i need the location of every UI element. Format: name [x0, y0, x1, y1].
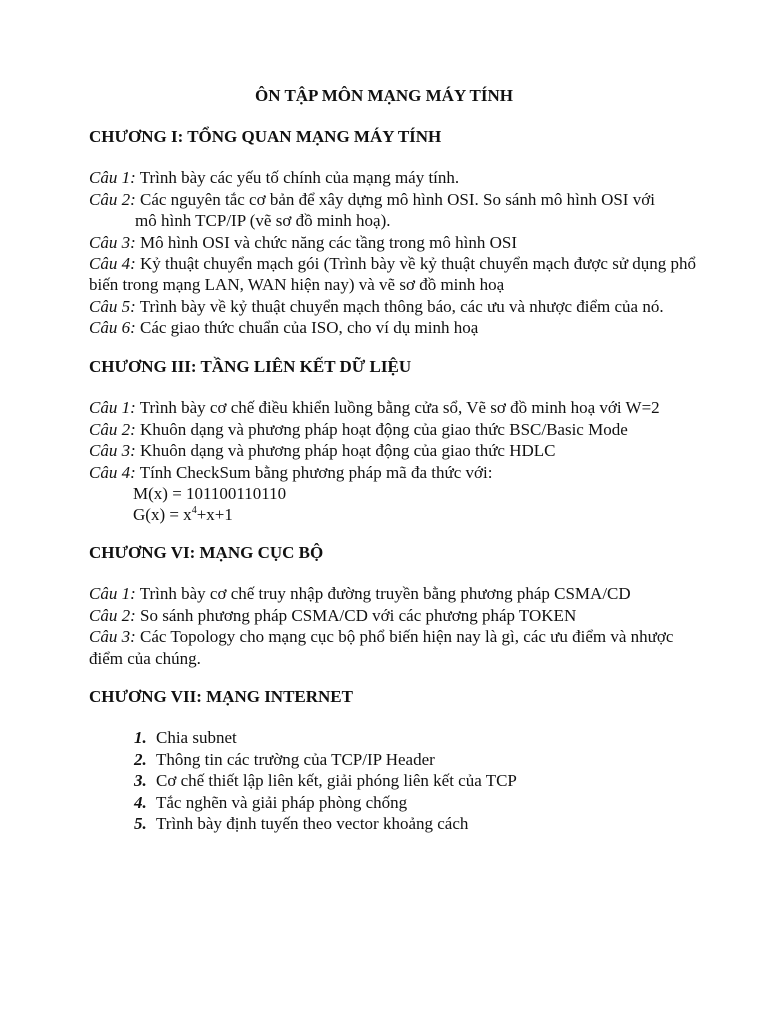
chapter-3 — [89, 356, 709, 526]
chapter-6 — [89, 542, 709, 669]
question-text: Khuôn dạng và phương pháp hoạt động của giao thức HDLC — [135, 441, 556, 461]
list-item-text: Cơ chế thiết lập liên kết, giải phóng liên kết của TCP — [156, 771, 517, 791]
list-item — [134, 813, 709, 834]
question-text: Các Topology cho mạng cục bộ phổ biến hiện nay là gì, các ưu điểm và nhược điểm của chúng. — [89, 627, 674, 668]
question-text: Kỷ thuật chuyển mạch gói (Trình bày về kỷ thuật chuyển mạch được sử dụng phổ biến trong mạng LAN, WAN hiện nay) và vẽ sơ đồ minh hoạ — [89, 254, 697, 295]
question-label: Câu 2: — [89, 189, 136, 209]
question-text: Trình bày cơ chế truy nhập đường truyền bằng phương pháp CSMA/CD — [135, 584, 631, 604]
question-text: Khuôn dạng và phương pháp hoạt động của giao thức BSC/Basic Mode — [135, 419, 628, 439]
ch1-question-4 — [89, 253, 709, 296]
ch3-question-3 — [89, 440, 709, 461]
question-label: Câu 4: — [89, 254, 136, 274]
question-text: Trình bày cơ chế điều khiển luồng bằng cửa sổ, Vẽ sơ đồ minh hoạ với W=2 — [135, 398, 660, 418]
question-label: Câu 3: — [89, 441, 136, 461]
ch1-question-1 — [89, 167, 709, 188]
question-label: Câu 3: — [89, 232, 136, 252]
list-item-number: 4. — [134, 792, 147, 812]
question-label: Câu 5: — [89, 296, 136, 316]
formula-gx-base: G(x) = x — [133, 505, 192, 525]
chapter-1-heading: CHƯƠNG I: TỔNG QUAN MẠNG MÁY TÍNH — [89, 127, 442, 146]
question-text: Trình bày các yếu tố chính của mạng máy tính. — [135, 168, 460, 188]
ch1-question-5 — [89, 296, 709, 317]
question-label: Câu 2: — [89, 605, 136, 625]
formula-mx: M(x) = 101100110110 — [133, 484, 287, 504]
list-item-text: Trình bày định tuyến theo vector khoảng cách — [156, 814, 469, 834]
chapter-3-heading: CHƯƠNG III: TẦNG LIÊN KẾT DỮ LIỆU — [89, 357, 412, 376]
question-text: Tính CheckSum bằng phương pháp mã đa thức với: — [135, 462, 493, 482]
list-item-text: Thông tin các trường của TCP/IP Header — [156, 749, 435, 769]
list-item — [134, 770, 709, 791]
list-item-number: 1. — [134, 728, 147, 748]
document-title: ÔN TẬP MÔN MẠNG MÁY TÍNH — [255, 86, 513, 105]
question-text: Trình bày về kỷ thuật chuyển mạch thông báo, các ưu và nhược điểm của nó. — [135, 296, 664, 316]
ch6-question-3 — [89, 626, 709, 669]
list-item — [134, 727, 709, 748]
ch3-question-1 — [89, 397, 709, 418]
question-label: Câu 1: — [89, 584, 136, 604]
ch3-question-2 — [89, 419, 709, 440]
ch3-question-4 — [89, 462, 709, 483]
question-text: Các nguyên tắc cơ bản để xây dựng mô hình OSI. So sánh mô hình OSI với — [135, 189, 655, 209]
question-label: Câu 1: — [89, 398, 136, 418]
ch1-question-6 — [89, 317, 709, 338]
formula-gx-exponent: 4 — [191, 504, 197, 516]
chapter-1 — [89, 126, 709, 339]
question-label: Câu 4: — [89, 462, 136, 482]
list-item — [134, 792, 709, 813]
ch6-question-1 — [89, 583, 709, 604]
question-label: Câu 1: — [89, 168, 136, 188]
list-item-number: 5. — [134, 814, 147, 834]
list-item — [134, 749, 709, 770]
question-label: Câu 2: — [89, 419, 136, 439]
formula-gx-rest: +x+1 — [196, 505, 233, 525]
question-text: Mô hình OSI và chức năng các tầng trong mô hình OSI — [135, 232, 518, 252]
question-label: Câu 3: — [89, 627, 136, 647]
chapter-6-heading: CHƯƠNG VI: MẠNG CỤC BỘ — [89, 543, 324, 562]
ch1-question-3 — [89, 232, 709, 253]
ch1-question-2-continued: mô hình TCP/IP (vẽ sơ đồ minh hoạ). — [135, 211, 391, 231]
question-text: Các giao thức chuẩn của ISO, cho ví dụ minh hoạ — [135, 318, 479, 338]
chapter-7-heading: CHƯƠNG VII: MẠNG INTERNET — [89, 687, 353, 706]
ch1-question-2 — [89, 189, 709, 210]
ch6-question-2 — [89, 605, 709, 626]
question-text: So sánh phương pháp CSMA/CD với các phương pháp TOKEN — [135, 605, 577, 625]
chapter-7-list — [89, 727, 709, 834]
list-item-text: Chia subnet — [156, 728, 237, 748]
list-item-text: Tắc nghẽn và giải pháp phòng chống — [156, 792, 408, 812]
list-item-number: 2. — [134, 749, 147, 769]
question-label: Câu 6: — [89, 318, 136, 338]
list-item-number: 3. — [134, 771, 147, 791]
formula-gx — [89, 504, 709, 525]
chapter-7 — [89, 686, 709, 834]
